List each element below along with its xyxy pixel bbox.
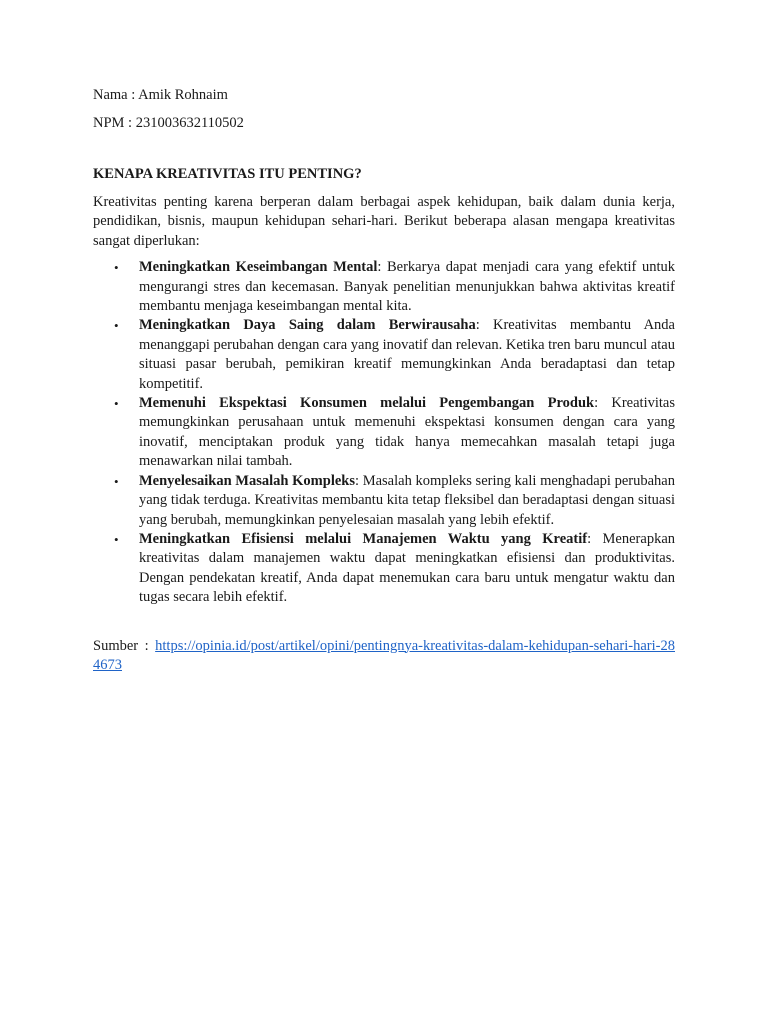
reasons-list [93,258,675,607]
reason-title: Menyelesaikan Masalah Kompleks [139,472,355,489]
reason-title: Memenuhi Ekspektasi Konsumen melalui Pengembangan Produk [139,395,595,412]
intro-paragraph: Kreativitas penting karena berperan dalam berbagai aspek kehidupan, baik dalam dunia kerja, pendidikan, bisnis, maupun kehidupan sehari-hari. Berikut beberapa alasan mengapa kreativitas sangat diperlukan: [93,194,675,249]
bullet-icon: • [114,318,119,334]
list-item [93,316,675,394]
reason-title: Meningkatkan Efisiensi melalui Manajemen Waktu yang Kreatif [139,530,588,547]
source-label: Sumber : [93,637,156,654]
reason-text: : Masalah kompleks sering kali menghadapi perubahan yang tidak terduga. Kreativitas membantu kita tetap fleksibel dan beradaptasi dengan situasi yang berubah, memungkinkan penyelesaian masalah yang lebih efektif. [139,472,675,528]
list-item [93,258,675,316]
bullet-icon: • [114,260,119,276]
reason-text: : Kreativitas membantu Anda menanggapi perubahan dengan cara yang inovatif dan relevan. Ketika tren baru muncul atau situasi pasar berubah, pemikiran kreatif memungkinkan Anda beradaptasi dan tetap kompetitif. [139,317,675,392]
list-item [93,530,675,608]
reason-title: Meningkatkan Keseimbangan Mental [139,259,378,276]
bullet-icon: • [114,473,119,489]
reason-text: : Berkarya dapat menjadi cara yang efektif untuk mengurangi stres dan kecemasan. Banyak penelitian menunjukkan bahwa aktivitas kreatif membantu menjaga keseimbangan mental kita. [139,259,675,315]
student-npm: NPM : 231003632110502 [93,115,244,131]
list-item [93,394,675,472]
reason-text: : Kreativitas memungkinkan perusahaan untuk memenuhi ekspektasi konsumen dengan cara yang inovatif, menciptakan produk yang tidak hanya memecahkan masalah tetapi juga menawarkan nilai tambah. [139,395,675,470]
source-line [93,637,675,676]
source-link[interactable]: https://opinia.id/post/artikel/opini/pentingnya-kreativitas-dalam-kehidupan-sehari-hari-284673 [93,637,675,673]
document-heading: KENAPA KREATIVITAS ITU PENTING? [93,166,362,182]
reason-title: Meningkatkan Daya Saing dalam Berwirausaha [139,317,476,334]
list-item [93,472,675,530]
reason-text: : Menerapkan kreativitas dalam manajemen waktu dapat meningkatkan efisiensi dan produktivitas. Dengan pendekatan kreatif, Anda dapat menemukan cara baru untuk mengatur waktu dan tugas secara lebih efektif. [139,530,675,606]
bullet-icon: • [114,531,119,547]
student-name: Nama : Amik Rohnaim [93,87,228,103]
document-page [93,86,675,690]
bullet-icon: • [114,396,119,412]
